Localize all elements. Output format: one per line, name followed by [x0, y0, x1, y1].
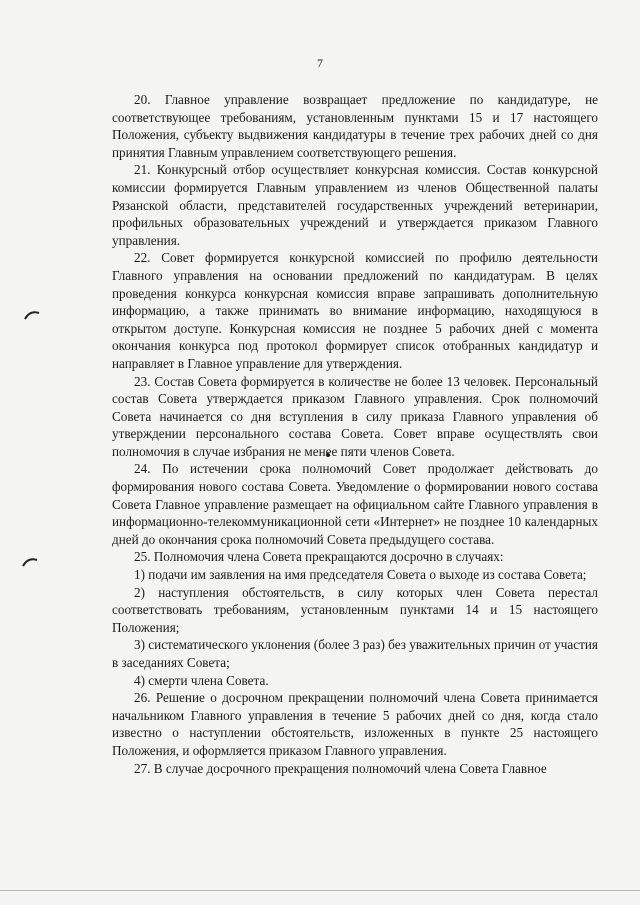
page-edge-divider — [0, 890, 640, 891]
paragraph-20: 20. Главное управление возвращает предложение по кандидатуре, не соответствующее требованиям, установленным пунктами 15 и 17 настоящего Положения, субъекту выдвижения кандидатуры в течение трех рабочих дней со дня принятия Главным управлением соответствующего решения. — [112, 92, 598, 160]
document-body — [112, 91, 598, 777]
hole-punch-mark-icon — [24, 308, 40, 320]
list-item-2: 2) наступления обстоятельств, в силу которых член Совета перестал соответствовать требованиям, установленным пунктами 14 и 15 настоящего Положения; — [112, 584, 598, 635]
hole-punch-mark-icon — [22, 555, 38, 567]
paragraph-23: 23. Состав Совета формируется в количестве не более 13 человек. Персональный состав Совета утверждается приказом Главного управления. Срок полномочий Совета начинается со дня вступления в силу приказа Главного управления об утверждении персонального состава Совета. Совет вправе осуществлять свои полномочия в случае избрания не менее пяти членов Совета. — [112, 373, 598, 459]
list-item-1: 1) подачи им заявления на имя председателя Совета о выходе из состава Совета; — [134, 567, 587, 583]
paragraph-24: 24. По истечении срока полномочий Совет продолжает действовать до формирования нового состава Совета. Уведомление о формировании нового состава Совета Главное управление размещает на официальном сайте Главного управления в информационно-телекоммуникационной сети «Интернет» не позднее 10 календарных дней до окончания срока полномочий Совета предыдущего состава. — [112, 461, 598, 547]
paragraph-21: 21. Конкурсный отбор осуществляет конкурсная комиссия. Состав конкурсной комиссии формируется Главным управлением из членов Общественной палаты Рязанской области, представителей государственных учреждений ветеринарии, профильных образовательных учреждений и утверждается приказом Главного управления. — [112, 162, 598, 248]
paragraph-26: 26. Решение о досрочном прекращении полномочий члена Совета принимается начальником Главного управления в течение 5 рабочих дней со дня, когда стало известно о наступлении обстоятельств, изложенных в пункте 25 настоящего Положения, и оформляется приказом Главного управления. — [112, 690, 598, 758]
paragraph-22: 22. Совет формируется конкурсной комиссией по профилю деятельности Главного управления на основании предложений по кандидатурам. В целях проведения конкурса конкурсная комиссия вправе запрашивать дополнительную информацию, а также принимать во внимание информацию, находящуюся в открытом доступе. Конкурсная комиссия не позднее 5 рабочих дней с момента окончания конкурса под протокол формирует список отобранных кандидатур и направляет в Главное управление для утверждения. — [112, 250, 598, 371]
page-number: 7 — [317, 56, 323, 70]
list-item-4: 4) смерти члена Совета. — [134, 672, 269, 688]
paragraph-25: 25. Полномочия члена Совета прекращаются досрочно в случаях: — [134, 549, 504, 565]
paragraph-27: 27. В случае досрочного прекращения полномочий члена Совета Главное — [134, 760, 547, 776]
list-item-3: 3) систематического уклонения (более 3 раз) без уважительных причин от участия в заседаниях Совета; — [112, 637, 598, 670]
